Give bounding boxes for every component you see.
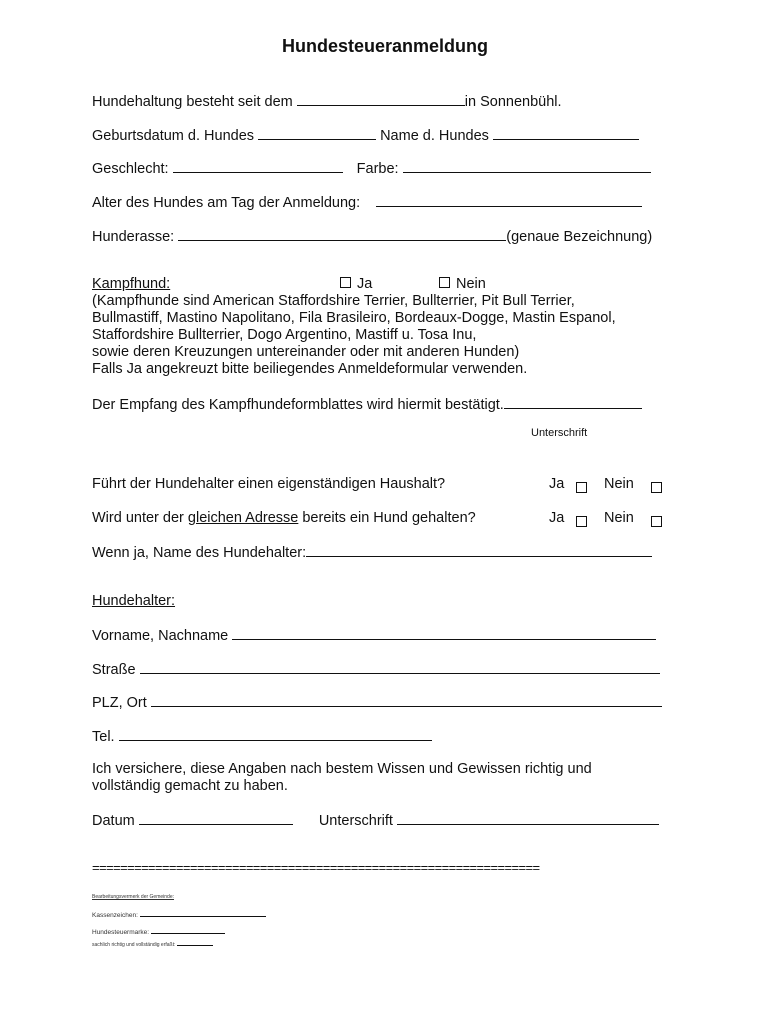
label-hundesteuermarke: Hundesteuermarke:	[92, 929, 150, 936]
label-strasse: Straße	[92, 662, 136, 678]
field-sachlich-richtig[interactable]	[177, 941, 213, 946]
checkbox-adresse-ja[interactable]	[576, 516, 587, 527]
row-vorname-nachname	[92, 626, 656, 645]
checkbox-kampfhund-nein[interactable]	[439, 277, 450, 288]
label-in-sonnenbuehl: in Sonnenbühl.	[464, 94, 562, 110]
field-hundehaltung-seit[interactable]	[297, 92, 465, 106]
row-alter	[92, 193, 642, 212]
row-tel	[92, 727, 432, 746]
field-tel[interactable]	[119, 727, 432, 741]
label-sachlich-richtig: sachlich richtig und vollständig erfaßt:	[92, 942, 176, 948]
field-name-hund[interactable]	[493, 126, 639, 140]
question-gleiche-adresse-pre: Wird unter der	[92, 510, 188, 526]
checkbox-haushalt-ja[interactable]	[576, 482, 587, 493]
question-gleiche-adresse-underlined: gleichen Adresse	[187, 510, 299, 526]
question-haushalt: Führt der Hundehalter einen eigenständigen Haushalt?	[92, 476, 446, 492]
form-title: Hundesteueranmeldung	[281, 36, 489, 56]
field-name-hundehalter[interactable]	[306, 543, 652, 557]
row-hundesteuermarke	[92, 927, 225, 936]
heading-hundehalter: Hundehalter:	[92, 593, 176, 609]
label-datum: Datum	[92, 813, 135, 829]
row-plz-ort	[92, 693, 662, 712]
label-haushalt-nein: Nein	[604, 476, 634, 492]
field-geburtsdatum[interactable]	[258, 126, 376, 140]
label-adresse-nein: Nein	[604, 510, 634, 526]
label-farbe: Farbe:	[356, 161, 399, 177]
field-kassenzeichen[interactable]	[140, 910, 266, 917]
label-hundehaltung: Hundehaltung besteht seit dem	[92, 94, 293, 110]
label-genaue-bezeichnung: (genaue Bezeichnung)	[506, 229, 653, 245]
label-kassenzeichen: Kassenzeichen:	[92, 912, 138, 919]
row-datum-unterschrift	[92, 811, 659, 830]
kampfhund-desc-1: (Kampfhunde sind American Staffordshire Terrier, Bullterrier, Pit Bull Terrier,	[92, 293, 575, 309]
row-hundehaltung-seit	[92, 92, 562, 111]
label-adresse-ja: Ja	[549, 510, 565, 526]
label-unterschrift-empfang: Unterschrift	[531, 427, 588, 439]
row-empfang-bestaetigt	[92, 395, 642, 414]
kampfhund-desc-5: Falls Ja angekreuzt bitte beiliegendes Anmeldeformular verwenden.	[92, 361, 528, 377]
label-name-hundehalter: Wenn ja, Name des Hundehalter:	[92, 545, 307, 561]
row-geburtsdatum-name	[92, 126, 639, 145]
label-name-hund: Name d. Hundes	[380, 128, 489, 144]
declaration-line-1: Ich versichere, diese Angaben nach bestem Wissen und Gewissen richtig und	[92, 761, 592, 777]
label-vorname-nachname: Vorname, Nachname	[92, 628, 229, 644]
label-kampfhund-ja: Ja	[357, 276, 373, 292]
checkbox-adresse-nein[interactable]	[651, 516, 662, 527]
label-tel: Tel.	[92, 729, 115, 745]
label-unterschrift: Unterschrift	[318, 813, 393, 829]
label-kampfhund-nein: Nein	[456, 276, 486, 292]
label-haushalt-ja: Ja	[549, 476, 565, 492]
kampfhund-desc-3: Staffordshire Bullterrier, Dogo Argentino, Mastiff u. Tosa Inu,	[92, 327, 477, 343]
field-geschlecht[interactable]	[173, 159, 343, 173]
option-kampfhund-nein[interactable]	[439, 276, 486, 293]
declaration-line-2: vollständig gemacht zu haben.	[92, 778, 288, 794]
office-heading: Bearbeitungsvermerk der Gemeinde:	[92, 894, 174, 900]
field-vorname-nachname[interactable]	[232, 626, 656, 640]
field-hundesteuermarke[interactable]	[151, 927, 225, 934]
label-kampfhund: Kampfhund:	[92, 276, 171, 292]
row-strasse	[92, 660, 660, 679]
label-geburtsdatum: Geburtsdatum d. Hundes	[92, 128, 255, 144]
kampfhund-desc-2: Bullmastiff, Mastino Napolitano, Fila Brasileiro, Bordeaux-Dogge, Mastin Espanol,	[92, 310, 616, 326]
row-geschlecht-farbe	[92, 159, 651, 178]
row-kassenzeichen	[92, 910, 266, 919]
field-alter[interactable]	[376, 193, 642, 207]
label-empfang: Der Empfang des Kampfhundeformblattes wird hiermit bestätigt.	[92, 397, 504, 413]
checkbox-haushalt-nein[interactable]	[651, 482, 662, 493]
row-hunderasse	[92, 227, 652, 246]
field-plz-ort[interactable]	[151, 693, 662, 707]
label-alter: Alter des Hundes am Tag der Anmeldung:	[92, 195, 361, 211]
field-datum[interactable]	[139, 811, 293, 825]
field-farbe[interactable]	[403, 159, 651, 173]
option-kampfhund-ja[interactable]	[340, 276, 372, 293]
checkbox-kampfhund-ja[interactable]	[340, 277, 351, 288]
field-strasse[interactable]	[140, 660, 660, 674]
field-empfang-unterschrift[interactable]	[504, 395, 642, 409]
question-gleiche-adresse-post: bereits ein Hund gehalten?	[298, 510, 476, 526]
label-plz-ort: PLZ, Ort	[92, 695, 147, 711]
question-gleiche-adresse	[92, 510, 476, 527]
label-hunderasse: Hunderasse:	[92, 229, 175, 245]
separator-line: ================================================================	[92, 860, 540, 875]
field-hunderasse[interactable]	[178, 227, 506, 241]
row-name-hundehalter	[92, 543, 652, 562]
row-sachlich-richtig	[92, 941, 213, 948]
label-geschlecht: Geschlecht:	[92, 161, 169, 177]
field-unterschrift[interactable]	[397, 811, 659, 825]
kampfhund-desc-4: sowie deren Kreuzungen untereinander oder mit anderen Hunden)	[92, 344, 520, 360]
